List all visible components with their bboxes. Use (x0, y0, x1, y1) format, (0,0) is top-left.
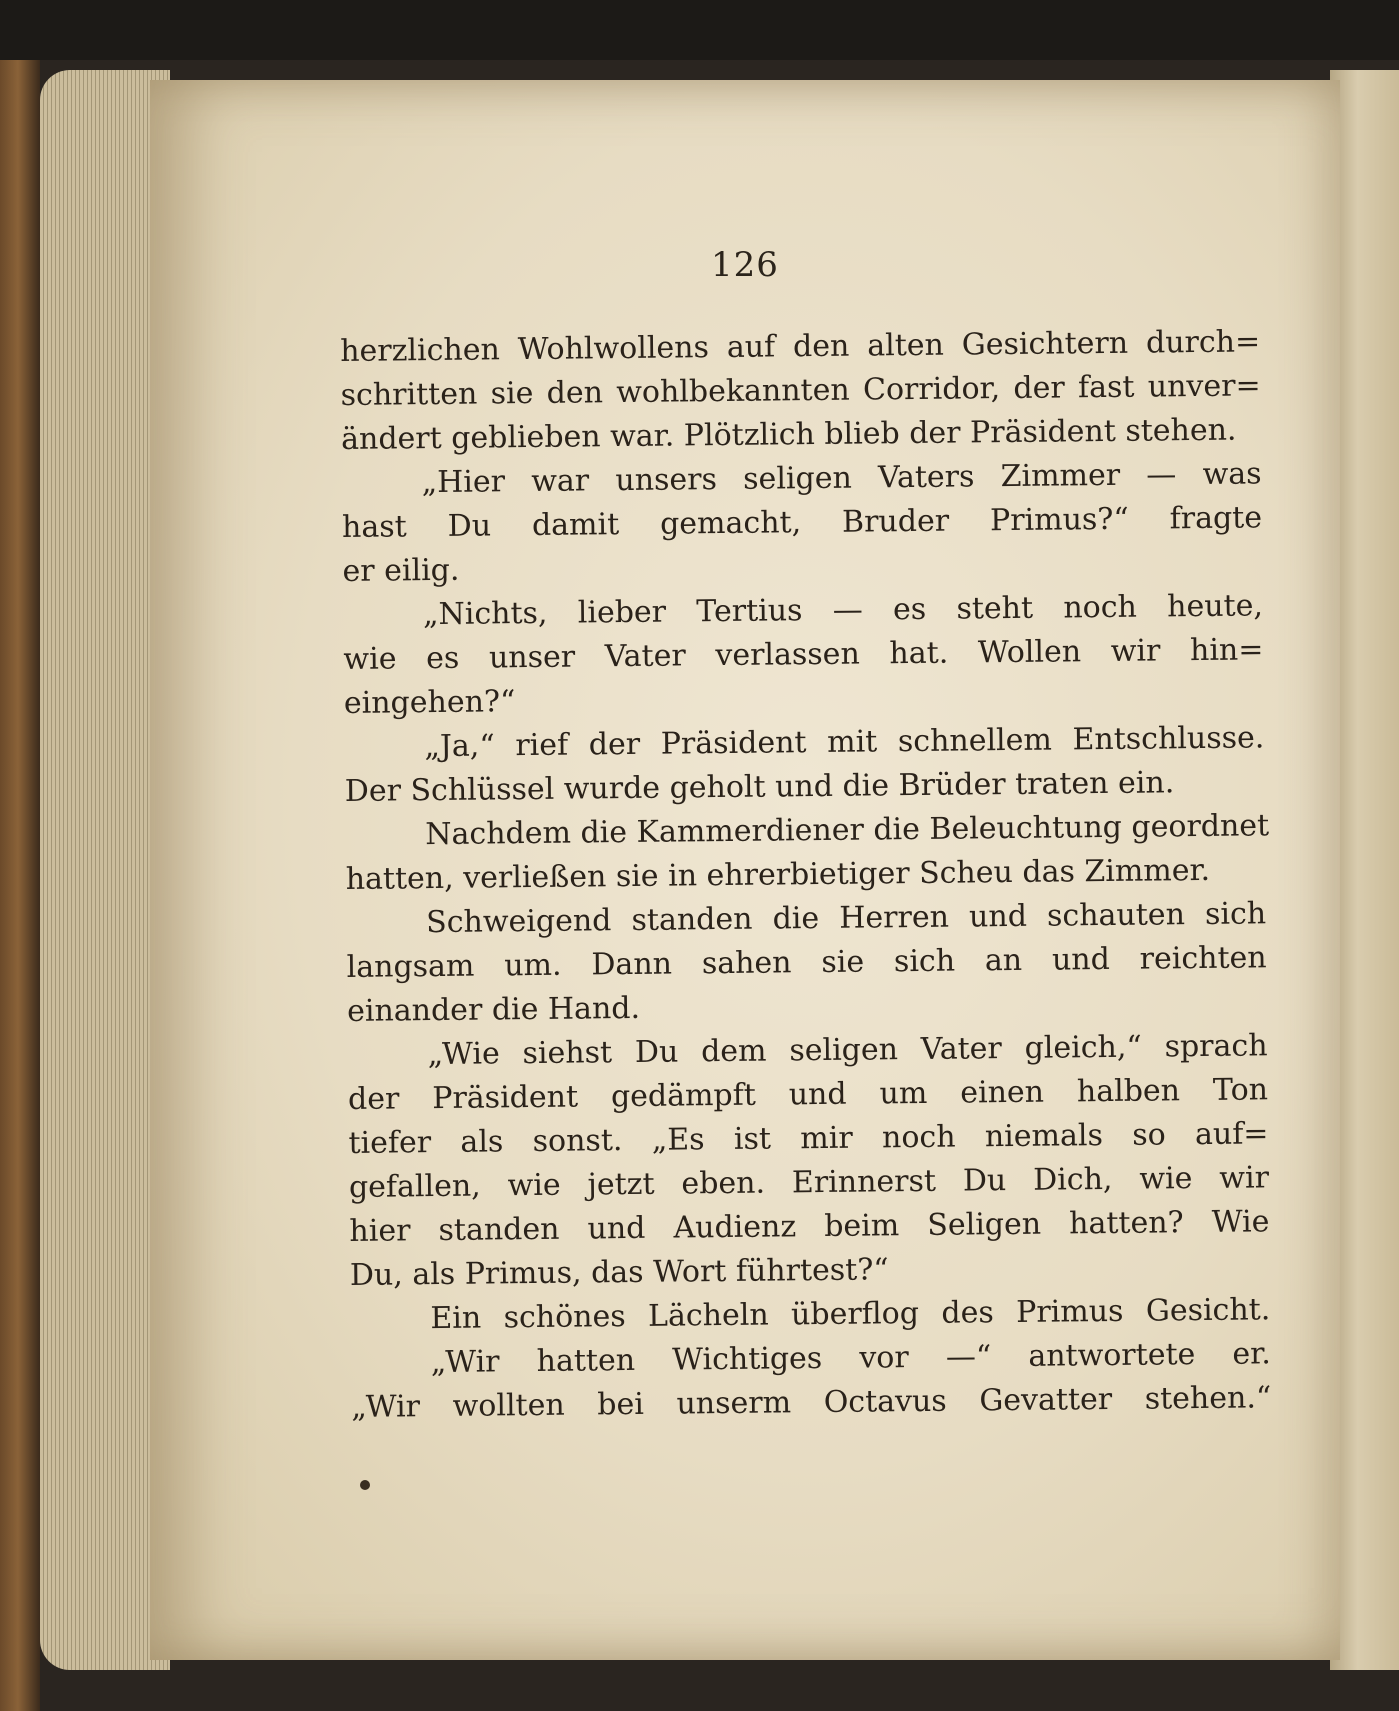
text-line: gefallen, wie jetzt eben. Erinnerst Du Dich, wie wir (348, 1160, 1270, 1205)
text-line: eingehen?“ (343, 684, 516, 721)
text-line: Nachdem die Kammerdiener die Beleuchtung geordnet (425, 808, 1270, 853)
text-line: „Hier war unsers seligen Vaters Zimmer — was (421, 456, 1262, 501)
text-line: „Wie siehst Du dem seligen Vater gleich,“ sprach (427, 1028, 1268, 1073)
text-line: hatten, verließen sie in ehrerbietiger Scheu das Zimmer. (345, 852, 1211, 897)
text-line: „Wir wollten bei unserm Octavus Gevatter stehen.“ (351, 1380, 1272, 1425)
text-line: „Ja,“ rief der Präsident mit schnellem Entschlusse. (424, 720, 1265, 765)
book-page (150, 80, 1340, 1660)
page-number: 126 (711, 245, 779, 285)
text-line: tiefer als sonst. „Es ist mir noch niemals so auf= (348, 1116, 1269, 1161)
text-line: „Nichts, lieber Tertius — es steht noch heute, (422, 588, 1264, 633)
text-line: Der Schlüssel wurde geholt und die Brüder traten ein. (344, 765, 1175, 809)
body-text (340, 320, 1271, 1430)
text-line: Du, als Primus, das Wort führtest?“ (349, 1252, 889, 1293)
text-line: hier standen und Audienz beim Seligen hatten? Wie (349, 1204, 1270, 1249)
text-line: „Wir hatten Wichtiges vor —“ antwortete er. (430, 1336, 1271, 1381)
text-line: herzlichen Wohlwollens auf den alten Gesichtern durch= (340, 324, 1261, 369)
text-line: ändert geblieben war. Plötzlich blieb der Präsident stehen. (340, 412, 1237, 457)
ink-speck (360, 1480, 370, 1490)
book-spine-edge (0, 60, 40, 1711)
text-line: wie es unser Vater verlassen hat. Wollen wir hin= (343, 632, 1264, 677)
text-line: hast Du damit gemacht, Bruder Primus?“ fragte (341, 500, 1263, 545)
facing-page-gutter (1330, 70, 1399, 1670)
text-line: Ein schönes Lächeln überflog des Primus Gesicht. (430, 1292, 1271, 1337)
text-line: schritten sie den wohlbekannten Corridor, der fast unver= (340, 368, 1261, 413)
text-line: einander die Hand. (346, 990, 641, 1029)
text-line: langsam um. Dann sahen sie sich an und reichten (346, 940, 1267, 985)
text-line: der Präsident gedämpft und um einen halben Ton (347, 1072, 1269, 1117)
text-line: Schweigend standen die Herren und schauten sich (426, 896, 1267, 941)
text-line: er eilig. (342, 552, 460, 589)
